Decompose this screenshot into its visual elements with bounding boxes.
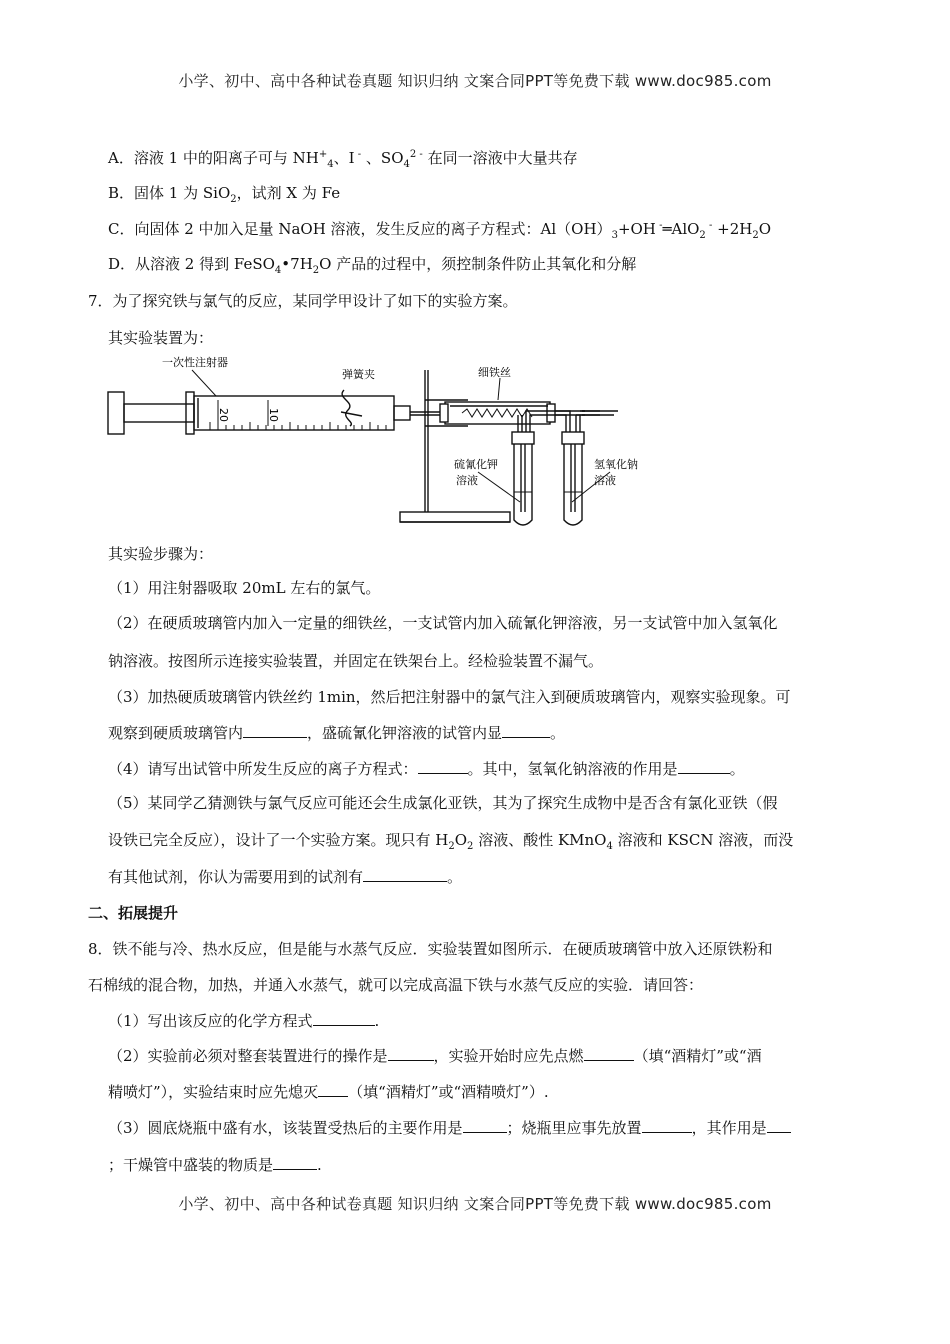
step-5c: 有其他试剂，你认为需要用到的试剂有 。 [108, 868, 463, 886]
answer-blank[interactable] [463, 1118, 507, 1133]
q8-step-3a: （3）圆底烧瓶中盛有水，该装置受热后的主要作用是 ；烧瓶里应事先放置 ，其作用是 [108, 1118, 791, 1138]
naoh-label: 氢氧化钠 [594, 458, 638, 471]
answer-blank[interactable] [243, 723, 307, 738]
syringe-label: 一次性注射器 [162, 356, 228, 369]
step-3a: （3）加热硬质玻璃管内铁丝约 1min，然后把注射器中的氯气注入到硬质玻璃管内，观察实验现象。可 [108, 688, 791, 706]
kscn-label-2: 溶液 [456, 474, 478, 487]
answer-blank[interactable] [388, 1046, 434, 1061]
clamp-label: 弹簧夹 [342, 368, 375, 381]
wire-label: 细铁丝 [478, 366, 511, 379]
section-2-title: 二、拓展提升 [88, 904, 179, 922]
answer-blank[interactable] [502, 723, 550, 738]
page-header: 小学、初中、高中各种试卷真题 知识归纳 文案合同PPT等免费下载 www.doc985.com [178, 72, 772, 90]
option-b: B．固体 1 为 SiO$_2$，试剂 X 为 Fe [108, 184, 341, 205]
scale-20: 20 [217, 408, 230, 422]
step-5a: （5）某同学乙猜测铁与氯气反应可能还会生成氯化亚铁，其为了探究生成物中是否含有氯化亚铁（假 [108, 794, 778, 812]
step-1: （1）用注射器吸取 20mL 左右的氯气。 [108, 579, 381, 597]
answer-blank[interactable] [418, 759, 468, 774]
option-a: A．溶液 1 中的阳离子可与 $NH^+_4$、I - 、$SO_4^{2 -}$ 在同一溶液中大量共存 [108, 149, 578, 170]
apparatus-figure [100, 352, 680, 532]
step-2b: 钠溶液。按图所示连接实验装置，并固定在铁架台上。经检验装置不漏气。 [108, 652, 604, 670]
option-d: D．从溶液 2 得到 $FeSO_4•7H_2O$ 产品的过程中，须控制条件防止其氧化和分解 [108, 255, 637, 276]
answer-blank[interactable] [678, 759, 730, 774]
steps-intro: 其实验步骤为： [108, 545, 214, 563]
kscn-label: 硫氰化钾 [454, 458, 498, 471]
page-footer: 小学、初中、高中各种试卷真题 知识归纳 文案合同PPT等免费下载 www.doc985.com [178, 1195, 772, 1213]
question-8-intro-b: 石棉绒的混合物，加热，并通入水蒸气，就可以完成高温下铁与水蒸气反应的实验．请回答： [88, 976, 704, 994]
question-7-title: 7．为了探究铁与氯气的反应，某同学甲设计了如下的实验方案。 [88, 292, 518, 310]
answer-blank[interactable] [313, 1011, 375, 1026]
step-4: （4）请写出试管中所发生反应的离子方程式： 。其中，氢氧化钠溶液的作用是 。 [108, 760, 745, 778]
step-5b: 设铁已完全反应），设计了一个实验方案。现只有 $H_2O_2$ 溶液、酸性 KMnO$_4$ 溶液和 KSCN 溶液，而没 [108, 831, 794, 852]
q8-step-1: （1）写出该反应的化学方程式 . [108, 1012, 380, 1030]
q8-step-2a: （2）实验前必须对整套装置进行的操作是 ，实验开始时应先点燃 （填“酒精灯”或“酒 [108, 1047, 762, 1065]
q8-step-2b: 精喷灯”），实验结束时应先熄灭 （填“酒精灯”或“酒精喷灯”）. [108, 1083, 549, 1101]
naoh-label-2: 溶液 [594, 474, 616, 487]
answer-blank[interactable] [363, 867, 447, 882]
step-3b: 观察到硬质玻璃管内 ，盛硫氰化钾溶液的试管内显 。 [108, 724, 566, 742]
answer-blank[interactable] [273, 1155, 317, 1170]
question-8-intro-a: 8．铁不能与冷、热水反应，但是能与水蒸气反应．实验装置如图所示．在硬质玻璃管中放入还原铁粉和 [88, 940, 773, 958]
scale-10: 10 [267, 408, 280, 422]
answer-blank[interactable] [318, 1082, 348, 1097]
answer-blank[interactable] [767, 1118, 791, 1133]
option-c: C．向固体 2 中加入足量 NaOH 溶液，发生反应的离子方程式：$Al(OH)_3+OH$ -═AlO$_2$ $^- +2H_2O$ [108, 220, 772, 241]
answer-blank[interactable] [642, 1118, 692, 1133]
step-2a: （2）在硬质玻璃管内加入一定量的细铁丝，一支试管内加入硫氰化钾溶液，另一支试管中加入氢氧化 [108, 614, 778, 632]
q8-step-3b: ；干燥管中盛装的物质是 . [108, 1156, 322, 1174]
device-intro: 其实验装置为： [108, 329, 214, 347]
answer-blank[interactable] [584, 1046, 634, 1061]
